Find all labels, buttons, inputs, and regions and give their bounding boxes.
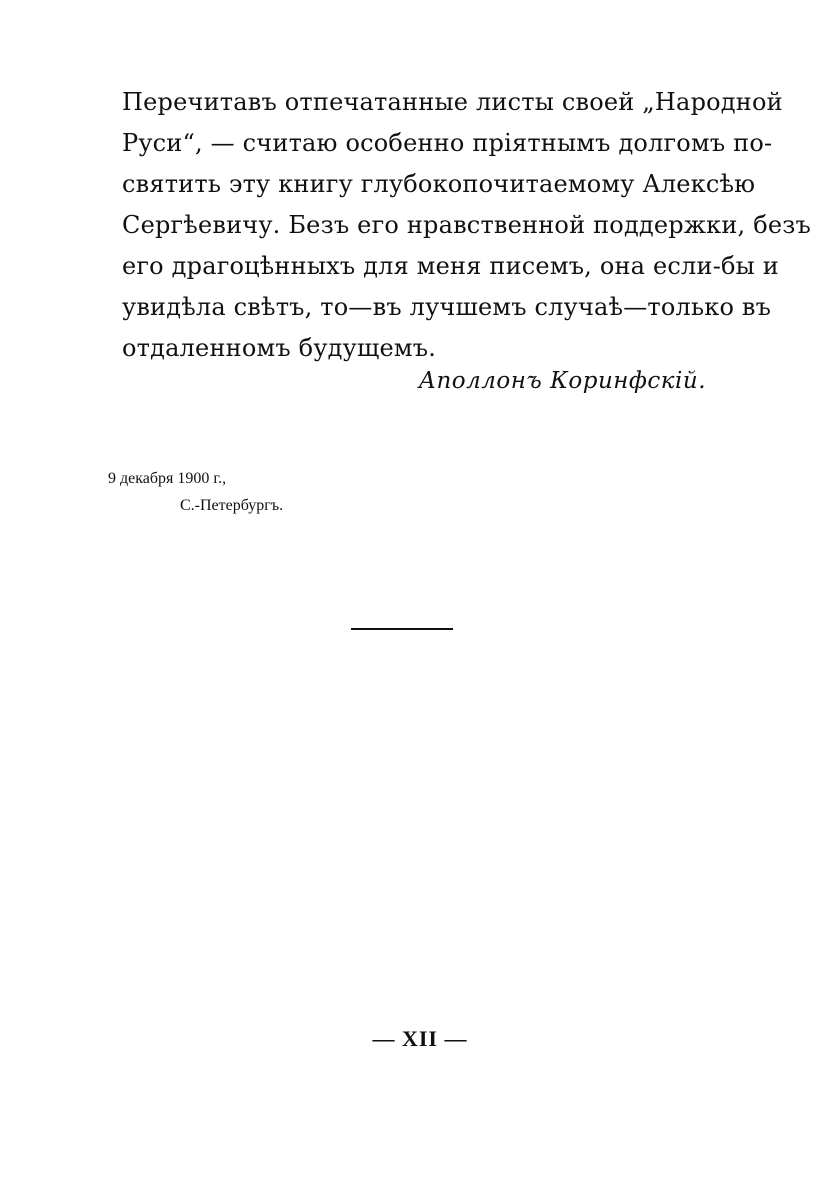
dedication-text <box>122 82 812 369</box>
dedication-line: Руси“, — считаю особенно пріятнымъ долгомъ по- <box>122 129 773 157</box>
dedication-line: святить эту книгу глубокопочитаемому Алексѣю <box>122 170 756 198</box>
date-line: 9 декабря 1900 г., <box>108 470 227 487</box>
dedication-line: Сергѣевичу. Безъ его нравственной поддержки, безъ <box>122 211 812 239</box>
dedication-line: его драгоцѣнныхъ для меня писемъ, она если-бы и <box>122 252 779 280</box>
page-number: — XII — <box>372 1026 468 1051</box>
section-separator <box>351 628 453 630</box>
place-line: С.-Петербургъ. <box>180 497 284 514</box>
dedication-line: отдаленномъ будущемъ. <box>122 334 437 362</box>
author-signature: Аполлонъ Коринфскій. <box>418 368 706 394</box>
dedication-line: Перечитавъ отпечатанные листы своей „Народной <box>122 88 783 116</box>
dedication-line: увидѣла свѣтъ, то—въ лучшемъ случаѣ—только въ <box>122 293 772 321</box>
